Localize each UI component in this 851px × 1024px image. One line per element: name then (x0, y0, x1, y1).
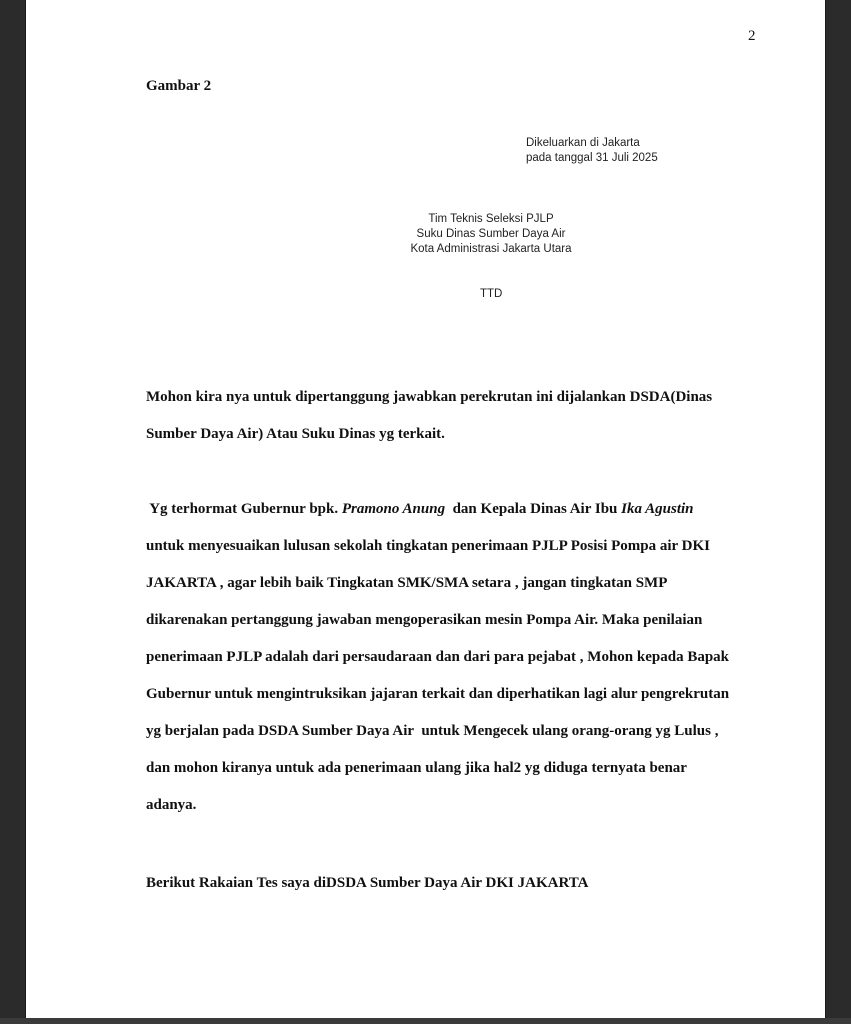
team-line-2: Suku Dinas Sumber Daya Air (416, 228, 566, 240)
figure-label: Gambar 2 (146, 78, 212, 94)
bottom-edge (0, 1018, 851, 1024)
issued-block (526, 136, 658, 166)
team-line-3: Kota Administrasi Jakarta Utara (410, 243, 572, 255)
paragraph-line: adanya. (146, 797, 197, 813)
paragraph-line: Gubernur untuk mengintruksikan jajaran terkait dan diperhatikan lagi alur pengrekrutan (146, 686, 730, 702)
document-page (26, 0, 825, 1018)
salutation-between: dan Kepala Dinas Air Ibu (445, 501, 622, 517)
paragraph-line: Mohon kira nya untuk dipertanggung jawabkan perekrutan ini dijalankan DSDA(Dinas (146, 389, 713, 405)
governor-name: Pramono Anung (341, 501, 446, 517)
issued-date: pada tanggal 31 Juli 2025 (526, 152, 658, 164)
salutation-text: Yg terhormat Gubernur bpk. (146, 501, 342, 517)
paragraph-line: untuk menyesuaikan lulusan sekolah tingkatan penerimaan PJLP Posisi Pompa air DKI (146, 538, 711, 554)
issued-place: Dikeluarkan di Jakarta (526, 137, 640, 149)
paragraph-line (146, 491, 729, 528)
paragraph-1 (146, 379, 712, 453)
paragraph-3: Berikut Rakaian Tes saya diDSDA Sumber Daya Air DKI JAKARTA (146, 875, 589, 891)
team-line-1: Tim Teknis Seleksi PJLP (428, 213, 554, 225)
paragraph-line: yg berjalan pada DSDA Sumber Daya Air untuk Mengecek ulang orang-orang yg Lulus , (146, 723, 719, 739)
paragraph-line: penerimaan PJLP adalah dari persaudaraan dan dari para pejabat , Mohon kepada Bapak (146, 649, 730, 665)
paragraph-line: dan mohon kiranya untuk ada penerimaan ulang jika hal2 yg diduga ternyata benar (146, 760, 687, 776)
page-number: 2 (748, 28, 756, 44)
paragraph-line: dikarenakan pertanggung jawaban mengoperasikan mesin Pompa Air. Maka penilaian (146, 612, 703, 628)
signature-mark: TTD (480, 288, 503, 300)
paragraph-line: JAKARTA , agar lebih baik Tingkatan SMK/SMA setara , jangan tingkatan SMP (146, 575, 668, 591)
paragraph-2 (146, 491, 729, 824)
team-block (366, 212, 616, 257)
head-of-agency-name: Ika Agustin (621, 501, 694, 517)
paragraph-line: Sumber Daya Air) Atau Suku Dinas yg terkait. (146, 426, 445, 442)
